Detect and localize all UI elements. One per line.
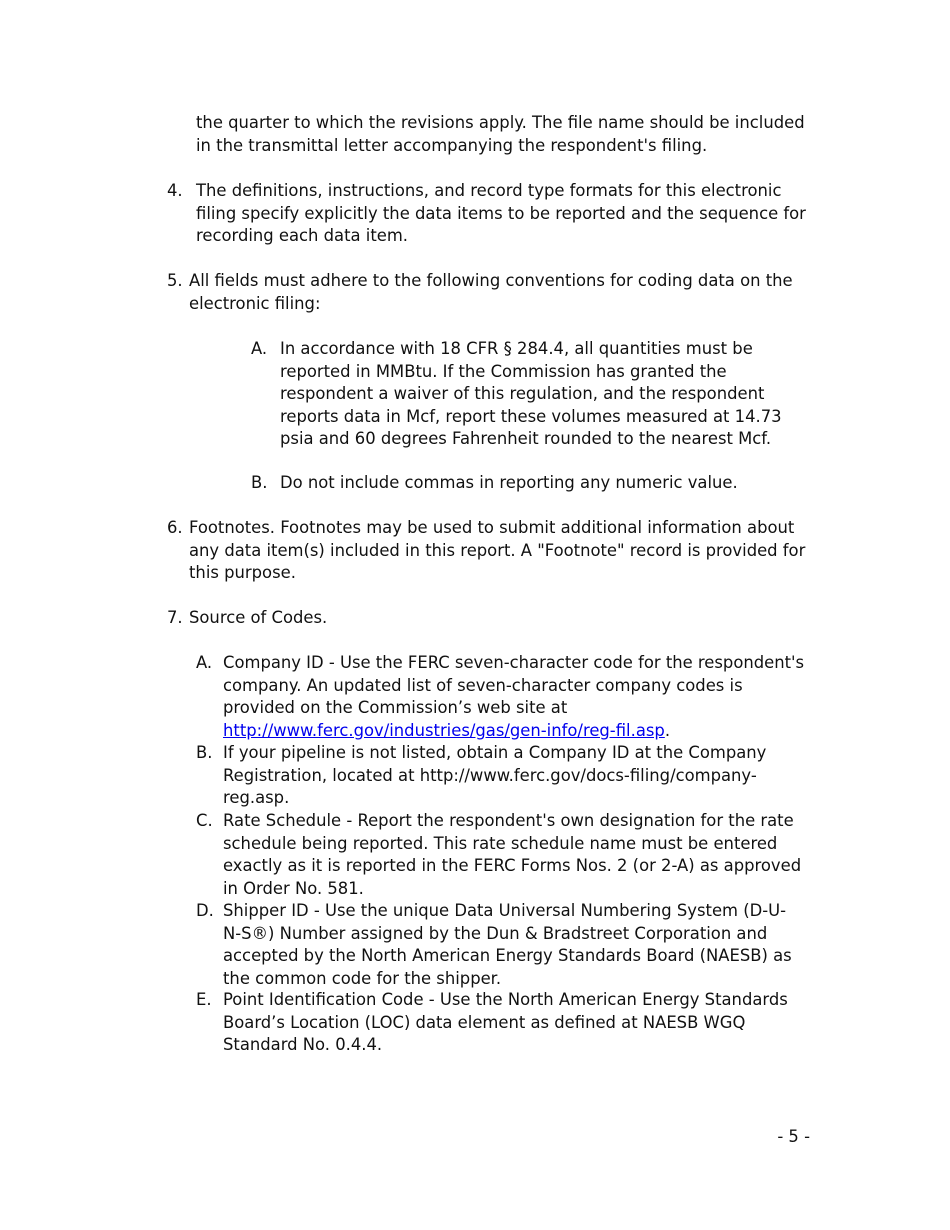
intro-paragraph: the quarter to which the revisions apply. The file name should be included in the transmittal letter accompanying the respondent's filing. (196, 113, 805, 155)
sub-item-7c-text: Rate Schedule - Report the respondent's own designation for the rate schedule being reported. This rate schedule name must be entered exactly as it is reported in the FERC Forms Nos. 2 (or 2-A) as approved in Order No. 581. (223, 811, 802, 898)
page-number: - 5 - (777, 1127, 810, 1146)
list-item-6-text: Footnotes. Footnotes may be used to submit additional information about any data item(s) included in this report. A "Footnote" record is provided for this purpose. (189, 518, 806, 583)
sub-item-7a-text-after: . (664, 720, 671, 740)
sub-item-7b (196, 742, 821, 812)
sub-item-7d-letter: D. (196, 901, 214, 920)
sub-item-7e-letter: E. (196, 990, 212, 1009)
sub-item-7c (196, 810, 821, 902)
list-item-7-number: 7. (167, 608, 183, 627)
sub-item-7b-letter: B. (196, 743, 213, 762)
list-item-4 (167, 180, 817, 250)
sub-item-7e-text: Point Identification Code - Use the North American Energy Standards Board’s Location (LOC) data element as defined at NAESB WGQ Standard No. 0.4.4. (223, 990, 788, 1055)
list-item-7 (167, 607, 817, 632)
sub-item-7a-letter: A. (196, 653, 213, 672)
sub-item-5b-letter: B. (251, 473, 268, 492)
sub-item-5b-text: Do not include commas in reporting any numeric value. (280, 473, 738, 492)
sub-item-5a-letter: A. (251, 339, 268, 358)
list-item-5 (167, 270, 817, 320)
sub-item-7e (196, 989, 821, 1059)
sub-item-5a (251, 338, 791, 458)
list-item-5-text: All fields must adhere to the following conventions for coding data on the electronic filing: (189, 271, 793, 313)
sub-item-7a-text (223, 652, 817, 742)
sub-item-7c-letter: C. (196, 811, 213, 830)
list-item-7-text: Source of Codes. (189, 608, 328, 627)
sub-item-5b (251, 472, 791, 497)
sub-item-7a-text-before: Company ID - Use the FERC seven-character code for the respondent's company. An updated list of seven-character company codes is provided on the Commission’s web site at (223, 653, 805, 718)
list-item-6 (167, 517, 817, 587)
list-item-5-number: 5. (167, 271, 183, 290)
sub-item-5a-text: In accordance with 18 CFR § 284.4, all quantities must be reported in MMBtu. If the Commission has granted the respondent a waiver of this regulation, and the respondent reports data in Mcf, report these volumes measured at 14.73 psia and 60 degrees Fahrenheit rounded to the nearest Mcf. (280, 339, 782, 449)
sub-item-7b-text: If your pipeline is not listed, obtain a Company ID at the Company Registration, located at http://www.ferc.gov/docs-filing/company-reg.asp. (223, 743, 767, 808)
list-item-6-number: 6. (167, 518, 183, 537)
sub-item-7a (196, 652, 821, 744)
list-item-4-number: 4. (167, 181, 183, 200)
sub-item-7d-text: Shipper ID - Use the unique Data Universal Numbering System (D-U-N-S®) Number assigned by the Dun & Bradstreet Corporation and accepted by the North American Energy Standards Board (NAESB) as the common code for the shipper. (223, 901, 792, 988)
list-item-4-text: The definitions, instructions, and record type formats for this electronic filing specify explicitly the data items to be reported and the sequence for recording each data item. (196, 181, 806, 246)
sub-item-7d (196, 900, 821, 992)
ferc-registration-link[interactable]: http://www.ferc.gov/industries/gas/gen-info/reg-fil.asp (223, 720, 665, 740)
